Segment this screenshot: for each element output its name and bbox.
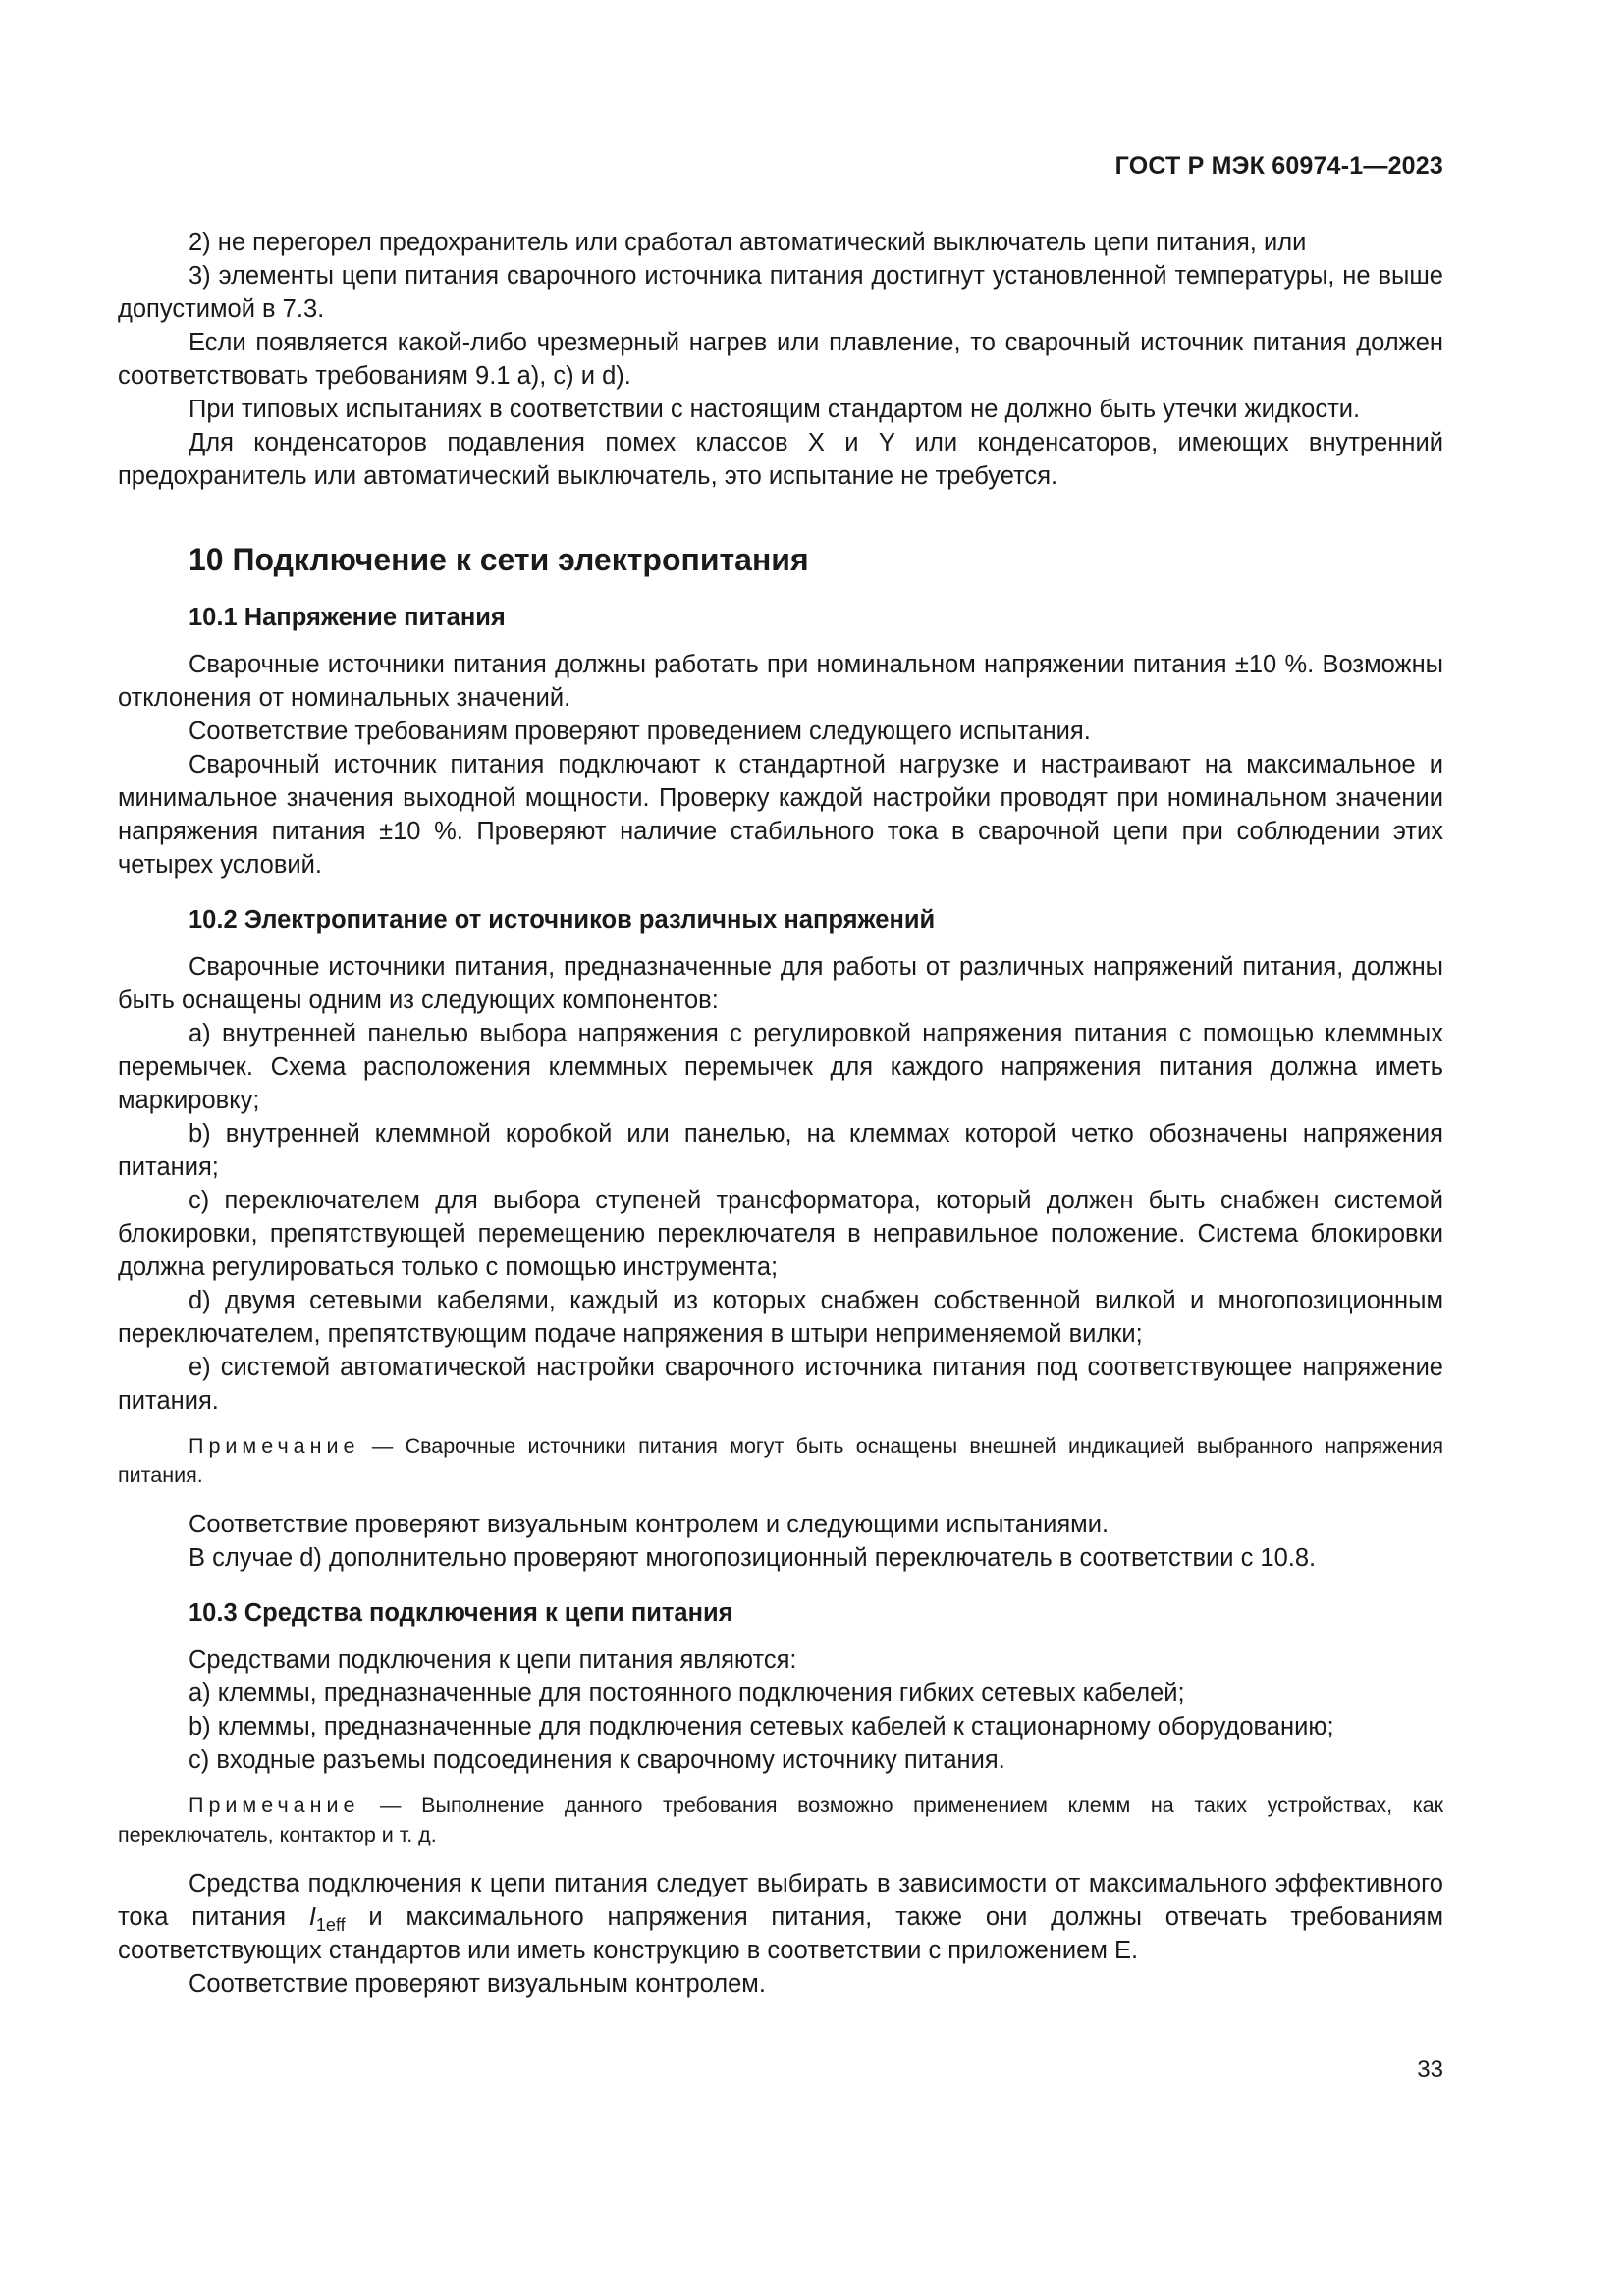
paragraph: При типовых испытаниях в соответствии с настоящим стандартом не должно быть утечки жидкости. [189, 396, 1361, 423]
paragraph: Соответствие требованиям проверяют проведением следующего испытания. [189, 718, 1091, 745]
page-number: 33 [1417, 2056, 1443, 2083]
list-item: b) клеммы, предназначенные для подключения сетевых кабелей к стационарному оборудованию; [189, 1713, 1334, 1740]
document-page [118, 0, 1443, 2296]
note-label: Примечание [189, 1793, 360, 1817]
subsection-heading: 10.1 Напряжение питания [189, 604, 506, 631]
paragraph: Средства подключения к цепи питания следует выбирать в зависимости от максимального эффективного тока питания $I_{1eff}$ и максимального напряжения питания, также они должны отвечать требованиям соответствующих стандартов или иметь конструкцию в соответствии с приложением Е. [118, 1870, 1443, 1964]
subsection-heading: 10.3 Средства подключения к цепи питания [189, 1599, 733, 1627]
note [118, 1431, 1443, 1490]
paragraph: Соответствие проверяют визуальным контролем. [189, 1970, 766, 1998]
paragraph: 3) элементы цепи питания сварочного источника питания достигнут установленной температуры, не выше допустимой в 7.3. [118, 262, 1443, 323]
paragraph: Сварочные источники питания должны работать при номинальном напряжении питания ±10 %. Возможны отклонения от номинальных значений. [118, 651, 1443, 712]
list-item: а) внутренней панелью выбора напряжения с регулировкой напряжения питания с помощью клеммных перемычек. Схема расположения клеммных перемычек для каждого напряжения питания должна иметь маркировку; [118, 1020, 1443, 1114]
document-code-header: ГОСТ Р МЭК 60974-1—2023 [1114, 152, 1443, 180]
paragraph: Соответствие проверяют визуальным контролем и следующими испытаниями. [189, 1511, 1110, 1538]
list-item: d) двумя сетевыми кабелями, каждый из которых снабжен собственной вилкой и многопозиционным переключателем, препятствующим подаче напряжения в штыри неприменяемой вилки; [118, 1287, 1443, 1348]
note [118, 1790, 1443, 1849]
paragraph: Для конденсаторов подавления помех классов X и Y или конденсаторов, имеющих внутренний предохранитель или автоматический выключатель, это испытание не требуется. [118, 429, 1443, 490]
note-label: Примечание [189, 1434, 360, 1458]
section-heading: 10 Подключение к сети электропитания [189, 542, 809, 577]
paragraph: Средствами подключения к цепи питания являются: [189, 1646, 797, 1674]
paragraph: Сварочный источник питания подключают к стандартной нагрузке и настраивают на максимальное и минимальное значения выходной мощности. Проверку каждой настройки проводят при номинальном значении напряжения питания ±10 %. Проверяют наличие стабильного тока в сварочной цепи при соблюдении этих четырех условий. [118, 751, 1443, 879]
note-text: — Сварочные источники питания могут быть оснащены внешней индикацией выбранного напряжения питания. [118, 1434, 1443, 1487]
current-symbol: I [308, 1903, 316, 1931]
paragraph: 2) не перегорел предохранитель или сработал автоматический выключатель цепи питания, или [189, 229, 1307, 256]
list-item: е) системой автоматической настройки сварочного источника питания под соответствующее напряжение питания. [118, 1354, 1443, 1415]
paragraph: В случае d) дополнительно проверяют многопозиционный переключатель в соответствии с 10.8. [189, 1544, 1317, 1572]
list-item: а) клеммы, предназначенные для постоянного подключения гибких сетевых кабелей; [189, 1680, 1185, 1707]
document-body [118, 226, 1443, 2001]
note-text: — Выполнение данного требования возможно применением клемм на таких устройствах, как переключатель, контактор и т. д. [118, 1793, 1443, 1846]
paragraph: Сварочные источники питания, предназначенные для работы от различных напряжений питания, должны быть оснащены одним из следующих компонентов: [118, 953, 1443, 1014]
list-item: с) переключателем для выбора ступеней трансформатора, который должен быть снабжен системой блокировки, препятствующей перемещению переключателя в неправильное положение. Система блокировки должна регулироваться только с помощью инструмента; [118, 1187, 1443, 1281]
paragraph: Если появляется какой-либо чрезмерный нагрев или плавление, то сварочный источник питания должен соответствовать требованиям 9.1 а), с) и d). [118, 329, 1443, 390]
current-subscript: 1eff [315, 1915, 346, 1935]
subsection-heading: 10.2 Электропитание от источников различных напряжений [189, 906, 936, 934]
list-item: с) входные разъемы подсоединения к сварочному источнику питания. [189, 1746, 1005, 1774]
list-item: b) внутренней клеммной коробкой или панелью, на клеммах которой четко обозначены напряжения питания; [118, 1120, 1443, 1181]
